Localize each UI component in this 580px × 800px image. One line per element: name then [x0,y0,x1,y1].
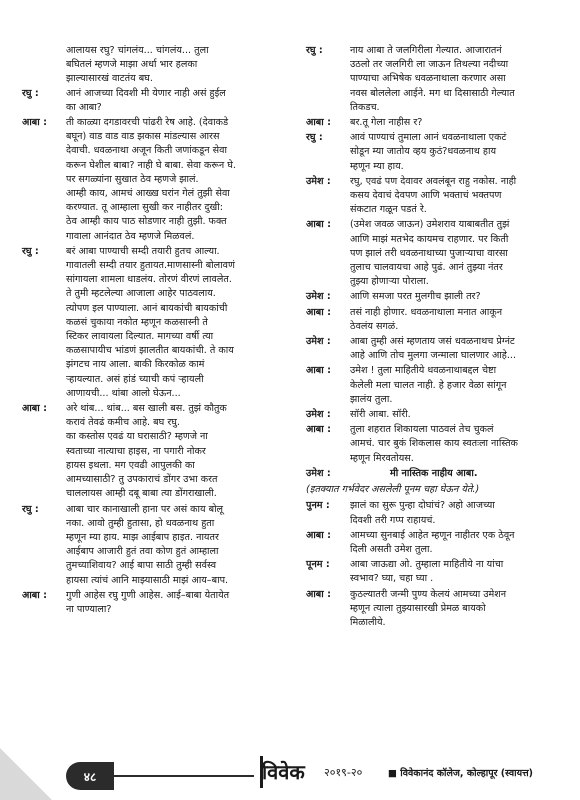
speaker-name: रघु : [306,45,323,56]
footer-year: २०१९-२० [324,766,363,779]
speaker-name: आबा : [22,403,47,415]
dialogue-text: आणि समजा परत मुलगीच झाली तर? [350,291,481,303]
stage-direction: (इतक्यात गर्भवेदर असलेली पूनम चहा घेऊन येते.) [306,484,480,496]
footer-rule [114,775,254,777]
speaker-name: रघु : [22,87,39,99]
speaker-name: आबा : [306,588,331,600]
page-footer [0,748,580,800]
dialogue-text: कुठल्यातरी जन्मी पुण्य केलयं आमच्या उमेशन म्हणून त्याला तुझ्यासारखी प्रेमळ बायको मिळालीये. [350,588,507,628]
dialogue-entry [306,529,568,557]
dialogue-entry [306,116,568,130]
dialogue-entry [306,588,568,631]
dialogue-entry [306,408,568,422]
speaker-name: रघु : [306,132,323,144]
dialogue-entry [306,467,568,481]
dialogue-text: गुणी आहेस रघु गुणी आहेस. आई–बाबा येतायेत ना पाण्याला? [66,589,230,615]
dialogue-text: झालं का सुरू पुन्हा दोघांचं? अहो आजच्या दिवशी तरी गप्प राहायचं. [350,500,495,526]
right-column [306,44,568,631]
dialogue-entry [22,402,294,501]
speaker-name: उमेश : [306,409,331,421]
magazine-logo: विवेक [262,760,305,784]
dialogue-entry [306,218,568,289]
speaker-name: आबा : [306,365,331,377]
speaker-name: उमेश : [306,467,331,479]
dialogue-text: आबा जाऊद्या ओ. तुम्हाला माहितीये ना यांचा स्वभाव? घ्या, चहा घ्या . [350,559,504,585]
dialogue-entry [306,306,568,334]
dialogue-entry [22,503,294,588]
dialogue-entry [306,335,568,363]
dialogue-text: आवं पाण्याचं तुमाला आनं धवळनाथाला एकटं सोडून म्या जातोय व्हय कुठं?धवळनाथ हाय म्हणून म्या हाय. [350,132,507,172]
dialogue-text: नाय आबा ते जलगिरीला गेल्यात. आजारातनं उठलो तर जलगिरी ला जाऊन तिथल्या नदीच्या पाण्याचा अभिषेक धवळनाथाला करणार असा नवस बोललेला आईने. मग धा दिसासाठी गेल्यात तिकडच. [350,45,515,113]
speaker-name: पूनम : [306,559,330,571]
dialogue-entry [22,87,294,115]
footer-institution: ■ विवेकानंद कॉलेज, कोल्हापूर (स्वायत्त) [388,768,533,779]
dialogue-text: (उमेश जवळ जाऊन) उमेशराव याबाबतीत तुझं आणि माझं मतभेद कायमच राहणार. पर किती पण झालं तरी धवळनाथाच्या पुजाऱ्याचा वारसा तुलाच चालवायचा आहे पुढं. आनं तुझ्या नंतर तुझ्या होणाऱ्या पोराला. [350,219,510,288]
dialogue-text: उमेश ! तुला माहितीये धवळनाथाबद्दल चेष्टा केलेली मला चालत नाही. हे हजार वेळा सांगून झालंय तुला. [350,365,507,405]
dialogue-entry [22,116,294,244]
dialogue-text: बरं आबा पाण्याची सम्दी तयारी हुतच आल्या. गावातली सम्दी तयार हुतायत.माणसास्नी बोलावणं सांगायला शामला धाडलंय. तोरणं वीरणं लावलेत. ते तुमी म्हटलेल्या आजाला आहेर पाठवलाय. त्योपण इल पाण्याला. आनं बायकांची बायकांची कळसं चुकाया नकोत म्हणून कळसास्नी ते स्टिकर लावायला दिल्यात. मागच्या वर्षी त्या कळसापायीच भांडणं झालतीत बायकांची. ते काय झंगटच नाय आला. बाकी किरकोळ कामं ऱ्हायल्यात. असं हांडं च्याची कपं ऱ्हायली आणायची... थांबा आलो घेऊन... [66,245,235,399]
dialogue-entry [306,290,568,304]
dialogue-text: आबा तुम्ही असं म्हणताय जसं धवळनाथच प्रेग्नंट आहे आणि तोच मुलगा जन्माला घालणार आहे... [350,336,517,362]
dialogue-entry [306,364,568,407]
speaker-name: आबा : [306,219,331,231]
speaker-name: आबा : [306,529,331,541]
dialogue-entry [306,44,568,115]
speaker-name: उमेश : [306,291,331,303]
speaker-name: रघु : [22,503,39,515]
dialogue-text: मी नास्तिक नाहीय आबा. [390,467,478,479]
dialogue-text: बर.तू गेला नाहीस र? [350,117,423,129]
dialogue-entry [22,245,294,401]
dialogue-entry [306,558,568,586]
dialogue-entry [306,131,568,174]
dialogue-entry [306,175,568,218]
dialogue-entry [22,589,294,617]
dialogue-continuation: आलायस रघु? चांगलंय... चांगलंय... तुला बघितलं म्हणजे माझा अर्धा भार हलका झाल्यासारखं वाटतंय बघ. [66,45,209,85]
dialogue-text: आनं आजच्या दिवशी मी येणार नाही असं हुईल का आबा? [66,87,226,113]
speaker-name: उमेश : [306,336,331,348]
speaker-name: आबा : [22,117,47,129]
speaker-name: उमेश : [306,175,331,187]
speaker-name: रघु : [22,245,39,257]
speaker-name: पुनम : [306,500,330,512]
speaker-name: आबा : [306,306,331,318]
left-column [22,44,294,618]
dialogue-text: तुला शहरात शिकायला पाठवलं तेच चुकलं आमचं. चार बुकं शिकलास काय स्वतःला नास्तिक म्हणून मिरवतोयस. [350,424,518,464]
dialogue-entry [306,499,568,527]
dialogue-entry [306,423,568,466]
page-number: ४८ [66,762,114,790]
dialogue-text: रघु, एवढं पण देवावर अवलंबून राहु नकोस. नाही कसय देवाचं देवपण आणि भक्ताचं भक्तपण संकटात गळून पडतं रे. [350,175,517,216]
corner-decoration [0,748,52,800]
dialogue-text: अरे थांब... थांब... बस खाली बस. तुझं कौतुक करावं तेवढं कमीच आहे. बघ रघु. का कस्तोस एवढं या घरासाठी? म्हणजे ना स्वताच्या नात्याचा हाइस, ना पगारी नोकर हायस इथला. मग एवढी आपुलकी का आमच्यासाठी? तु उपकाराचं डोंगर उभा करत चाललायस आम्ही दबू बाबा त्या डोंगराखाली. [66,403,227,500]
dialogue-text: तसं नाही होणार. धवळनाथाला मनात आकून ठेवलंय सगळं. [350,306,503,332]
dialogue-text: आबा चार कानाखाली हाना पर असं काय बोलू नका. आवो तुम्ही हुतासा, हो धवळनाथ हुता म्हणून म्या हाय. माझ आईबाप हाइत. नायतर आईबाप आजारी हुतं तवा कोण हुतं आम्हाला तुमच्याशिवाय? आई बापा साठी तुम्ही सर्वस्व हायसा त्यांचं आनि माझ्यासाठी माझं आय–बाप. [66,503,229,586]
speaker-name: आबा : [22,589,47,601]
dialogue-text: सॉरी आबा. सॉरी. [350,409,411,421]
dialogue-text: आमच्या सुनबाई आहेत म्हणून नाहीतर एक ठेवून दिली असती उमेश तुला. [350,529,515,555]
speaker-name: आबा : [306,424,331,436]
speaker-name: आबा : [306,117,331,129]
dialogue-text: ती काळ्या दगडावरची पांढरी रेष आहे. (देवाकडे बघून) वाड वाड वाड झकास मांडल्यास आरस देवाची. धवळनाथा अजून किती जणांकडून सेवा करून घेशील बाबा? नाही घे बाबा. सेवा करून घे. पर सगळ्यांना सुखात ठेव म्हणजे झालं. आम्ही काय, आमचं आख्ख घरांन गेलं तुझी सेवा करण्यात. तू आम्हाला सुखी कर नाहीतर दुखी: ठेव आम्ही काय पाठ सोडणार नाही तुझी. फक्त गावाला आनंदात ठेव म्हणजे मिळवलं. [66,117,236,242]
